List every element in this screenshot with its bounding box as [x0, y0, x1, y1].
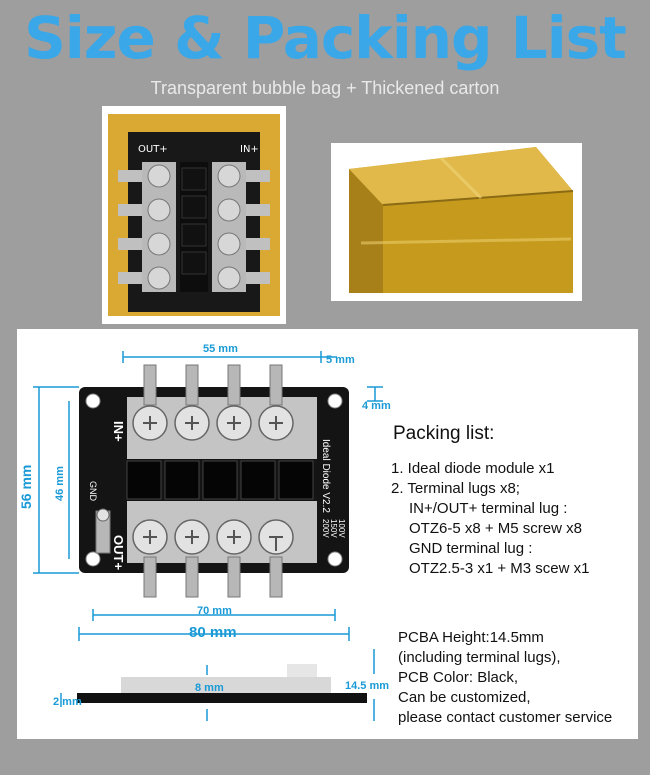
- note-line: PCBA Height:14.5mm: [398, 629, 544, 646]
- dim-70mm: 70 mm: [197, 605, 232, 617]
- dim-5mm: 5 mm: [326, 354, 355, 366]
- voltage-option: 200V: [321, 519, 330, 538]
- packing-subitem: OTZ6-5 x8 + M5 screw x8: [409, 520, 582, 537]
- voltage-option: 100V: [337, 519, 346, 538]
- photo-out-label: OUT+: [138, 144, 168, 155]
- packing-item: 2. Terminal lugs x8;: [391, 480, 520, 497]
- mounting-hole: [86, 552, 100, 566]
- dim-55mm: 55 mm: [203, 343, 238, 355]
- packing-item: 1. Ideal diode module x1: [391, 460, 555, 477]
- dim-2mm: 2 mm: [53, 696, 82, 708]
- board-gnd-label: GND: [88, 481, 98, 501]
- carton-photo: [331, 143, 582, 301]
- dim-4mm: 4 mm: [362, 400, 391, 412]
- dim-46mm: 46 mm: [54, 466, 66, 501]
- packing-subitem: IN+/OUT+ terminal lug :: [409, 500, 568, 517]
- carton-photo-image: [331, 143, 582, 301]
- voltage-option: 150V: [329, 519, 338, 538]
- pcb-photo-image: [102, 106, 286, 324]
- page-title: Size & Packing List: [24, 4, 626, 72]
- packing-list-title: Packing list:: [393, 423, 495, 444]
- mounting-hole: [328, 394, 342, 408]
- mounting-hole: [86, 394, 100, 408]
- note-line: please contact customer service: [398, 709, 613, 726]
- note-line: Can be customized,: [398, 689, 531, 706]
- board-out-label: OUT+: [111, 535, 126, 571]
- side-lug: [287, 664, 317, 677]
- packing-subitem: GND terminal lug :: [409, 540, 533, 557]
- spec-notes: [398, 628, 612, 728]
- pcb-photo: [102, 106, 286, 324]
- dim-14-5mm: 14.5 mm: [345, 680, 390, 692]
- dim-56mm: 56 mm: [18, 464, 34, 509]
- photo-in-label: IN+: [240, 144, 259, 155]
- packing-list: [393, 423, 589, 579]
- dim-80mm: 80 mm: [189, 624, 237, 641]
- note-line: PCB Color: Black,: [398, 669, 519, 686]
- side-pcb: [77, 693, 367, 703]
- dim-8mm: 8 mm: [195, 682, 224, 694]
- board-in-label: IN+: [111, 421, 126, 442]
- page-subtitle: Transparent bubble bag + Thickened carton: [150, 78, 500, 98]
- side-heatsink: [121, 677, 331, 693]
- board-model-label: Ideal Diode V2.2: [320, 439, 331, 513]
- note-line: (including terminal lugs),: [398, 649, 561, 666]
- packing-subitem: OTZ2.5-3 x1 + M3 scew x1: [409, 560, 590, 577]
- mounting-hole: [328, 552, 342, 566]
